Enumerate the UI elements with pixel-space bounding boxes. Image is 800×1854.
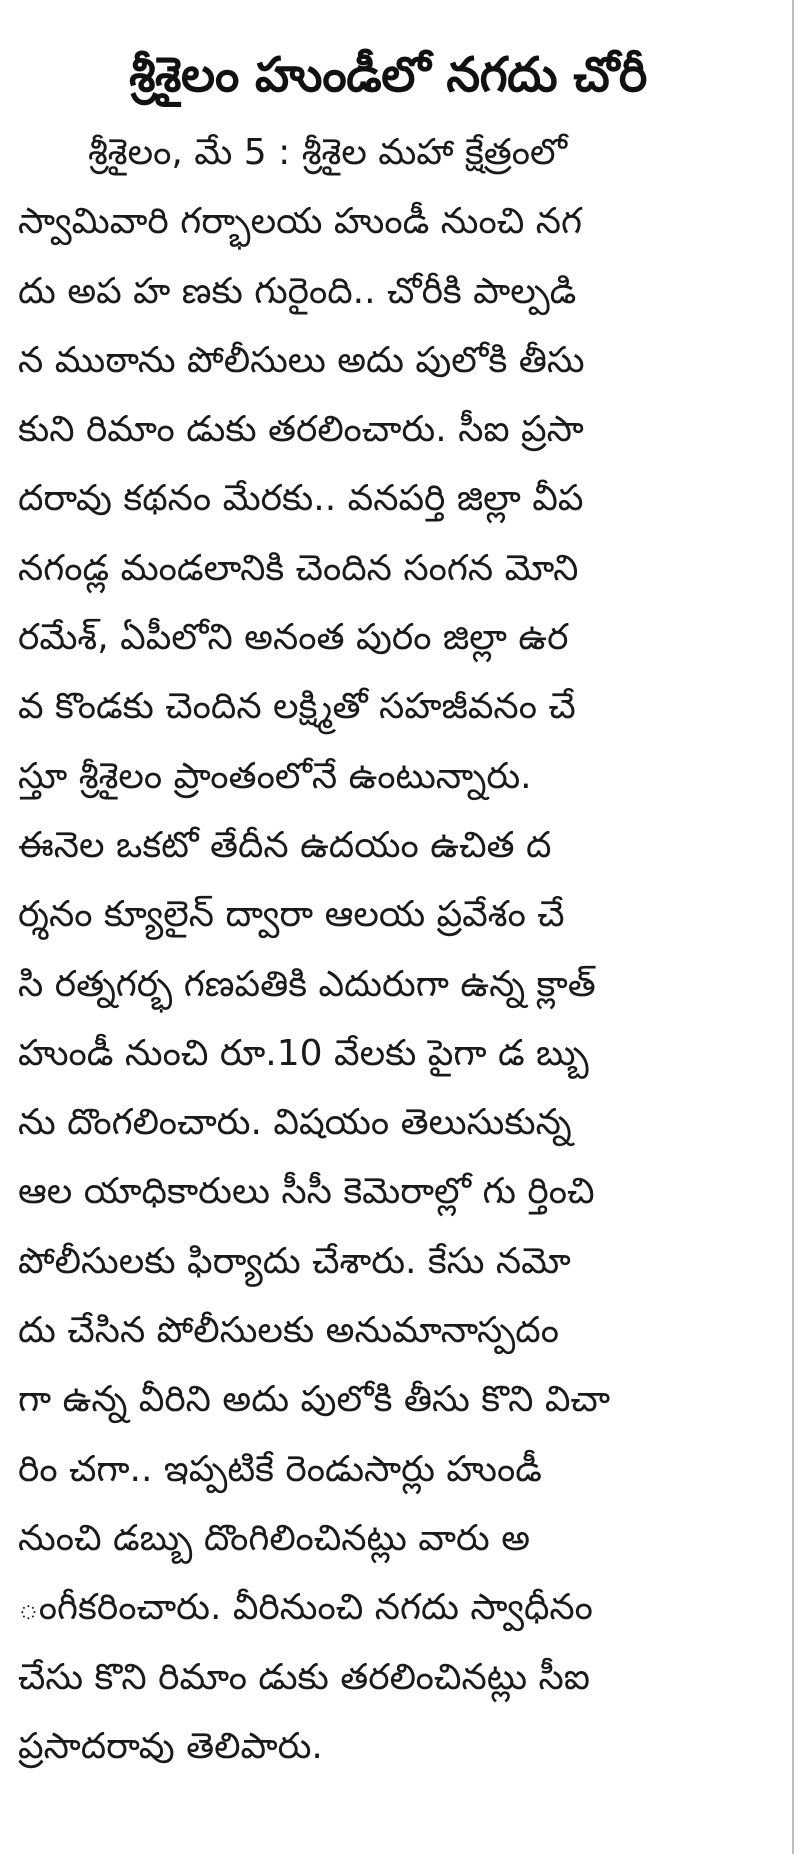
article-headline: శ్రీశైలం హుండీలో నగదు చోరీ bbox=[129, 47, 647, 103]
article-line: స్తూ శ్రీశైలం ప్రాంతంలోనే ఉంటున్నారు. bbox=[18, 755, 532, 797]
article-body bbox=[18, 118, 748, 1781]
article-line: కుని రిమాం డుకు తరలించారు. సీఐ ప్రసా bbox=[18, 409, 584, 451]
article-line: స్వామివారి గర్భాలయ హుండీ నుంచి నగ bbox=[18, 201, 582, 243]
article-line: శ్రీశైలం, మే 5 : శ్రీశైల మహా క్షేత్రంలో bbox=[88, 132, 568, 173]
article-line: రమేశ్, ఏపీలోని అనంత పురం జిల్లా ఉర bbox=[18, 617, 569, 659]
article-line: న ముఠాను పోలీసులు అదు పులోకి తీసు bbox=[18, 339, 585, 381]
article-line: దు అప హ ణకు గురైంది.. చోరీకి పాల్పడి bbox=[18, 270, 577, 312]
article-line: దరావు కథనం మేరకు.. వనపర్తి జిల్లా వీప bbox=[18, 478, 584, 520]
article-line: ఆల యాధికారులు సీసీ కెమెరాల్లో గు ర్తించి bbox=[18, 1171, 595, 1213]
article-line: ర్శనం క్యూలైన్ ద్వారా ఆలయ ప్రవేశం చే bbox=[18, 894, 565, 936]
article-line: గా ఉన్న వీరిని అదు పులోకి తీసు కొని విచా bbox=[18, 1379, 611, 1421]
article-line: ను దొంగలించారు. విషయం తెలుసుకున్న bbox=[18, 1102, 572, 1144]
article-line: దు చేసిన పోలీసులకు అనుమానాస్పదం bbox=[18, 1310, 559, 1352]
article-line: హుండీ నుంచి రూ.10 వేలకు పైగా డ బ్బు bbox=[18, 1032, 589, 1074]
clipped-previous-text bbox=[0, 0, 320, 14]
article-line: నగండ్ల మండలానికి చెందిన సంగన మోని bbox=[18, 547, 579, 589]
article-line: ప్రసాదరావు తెలిపారు. bbox=[18, 1725, 323, 1767]
column-divider bbox=[792, 0, 794, 1854]
article-line: వ కొండకు చెందిన లక్ష్మితో సహజీవనం చే bbox=[18, 686, 576, 728]
article-line: సి రత్నగర్భ గణపతికి ఎదురుగా ఉన్న క్లాత్ bbox=[18, 963, 596, 1005]
article-line: రిం చగా.. ఇప్పటికే రెండుసార్లు హుండీ bbox=[18, 1448, 542, 1490]
article-line: నుంచి డబ్బు దొంగిలించినట్లు వారు అ bbox=[18, 1517, 531, 1559]
article-line: ఈనెల ఒకటో తేదీన ఉదయం ఉచిత ద bbox=[18, 824, 552, 866]
article-line: చేసు కొని రిమాం డుకు తరలించినట్లు సీఐ bbox=[18, 1656, 590, 1698]
article-line: ంగీకరించారు. వీరినుంచి నగదు స్వాధీనం bbox=[18, 1587, 593, 1629]
article-line: పోలీసులకు ఫిర్యాదు చేశారు. కేసు నమో bbox=[18, 1240, 571, 1282]
